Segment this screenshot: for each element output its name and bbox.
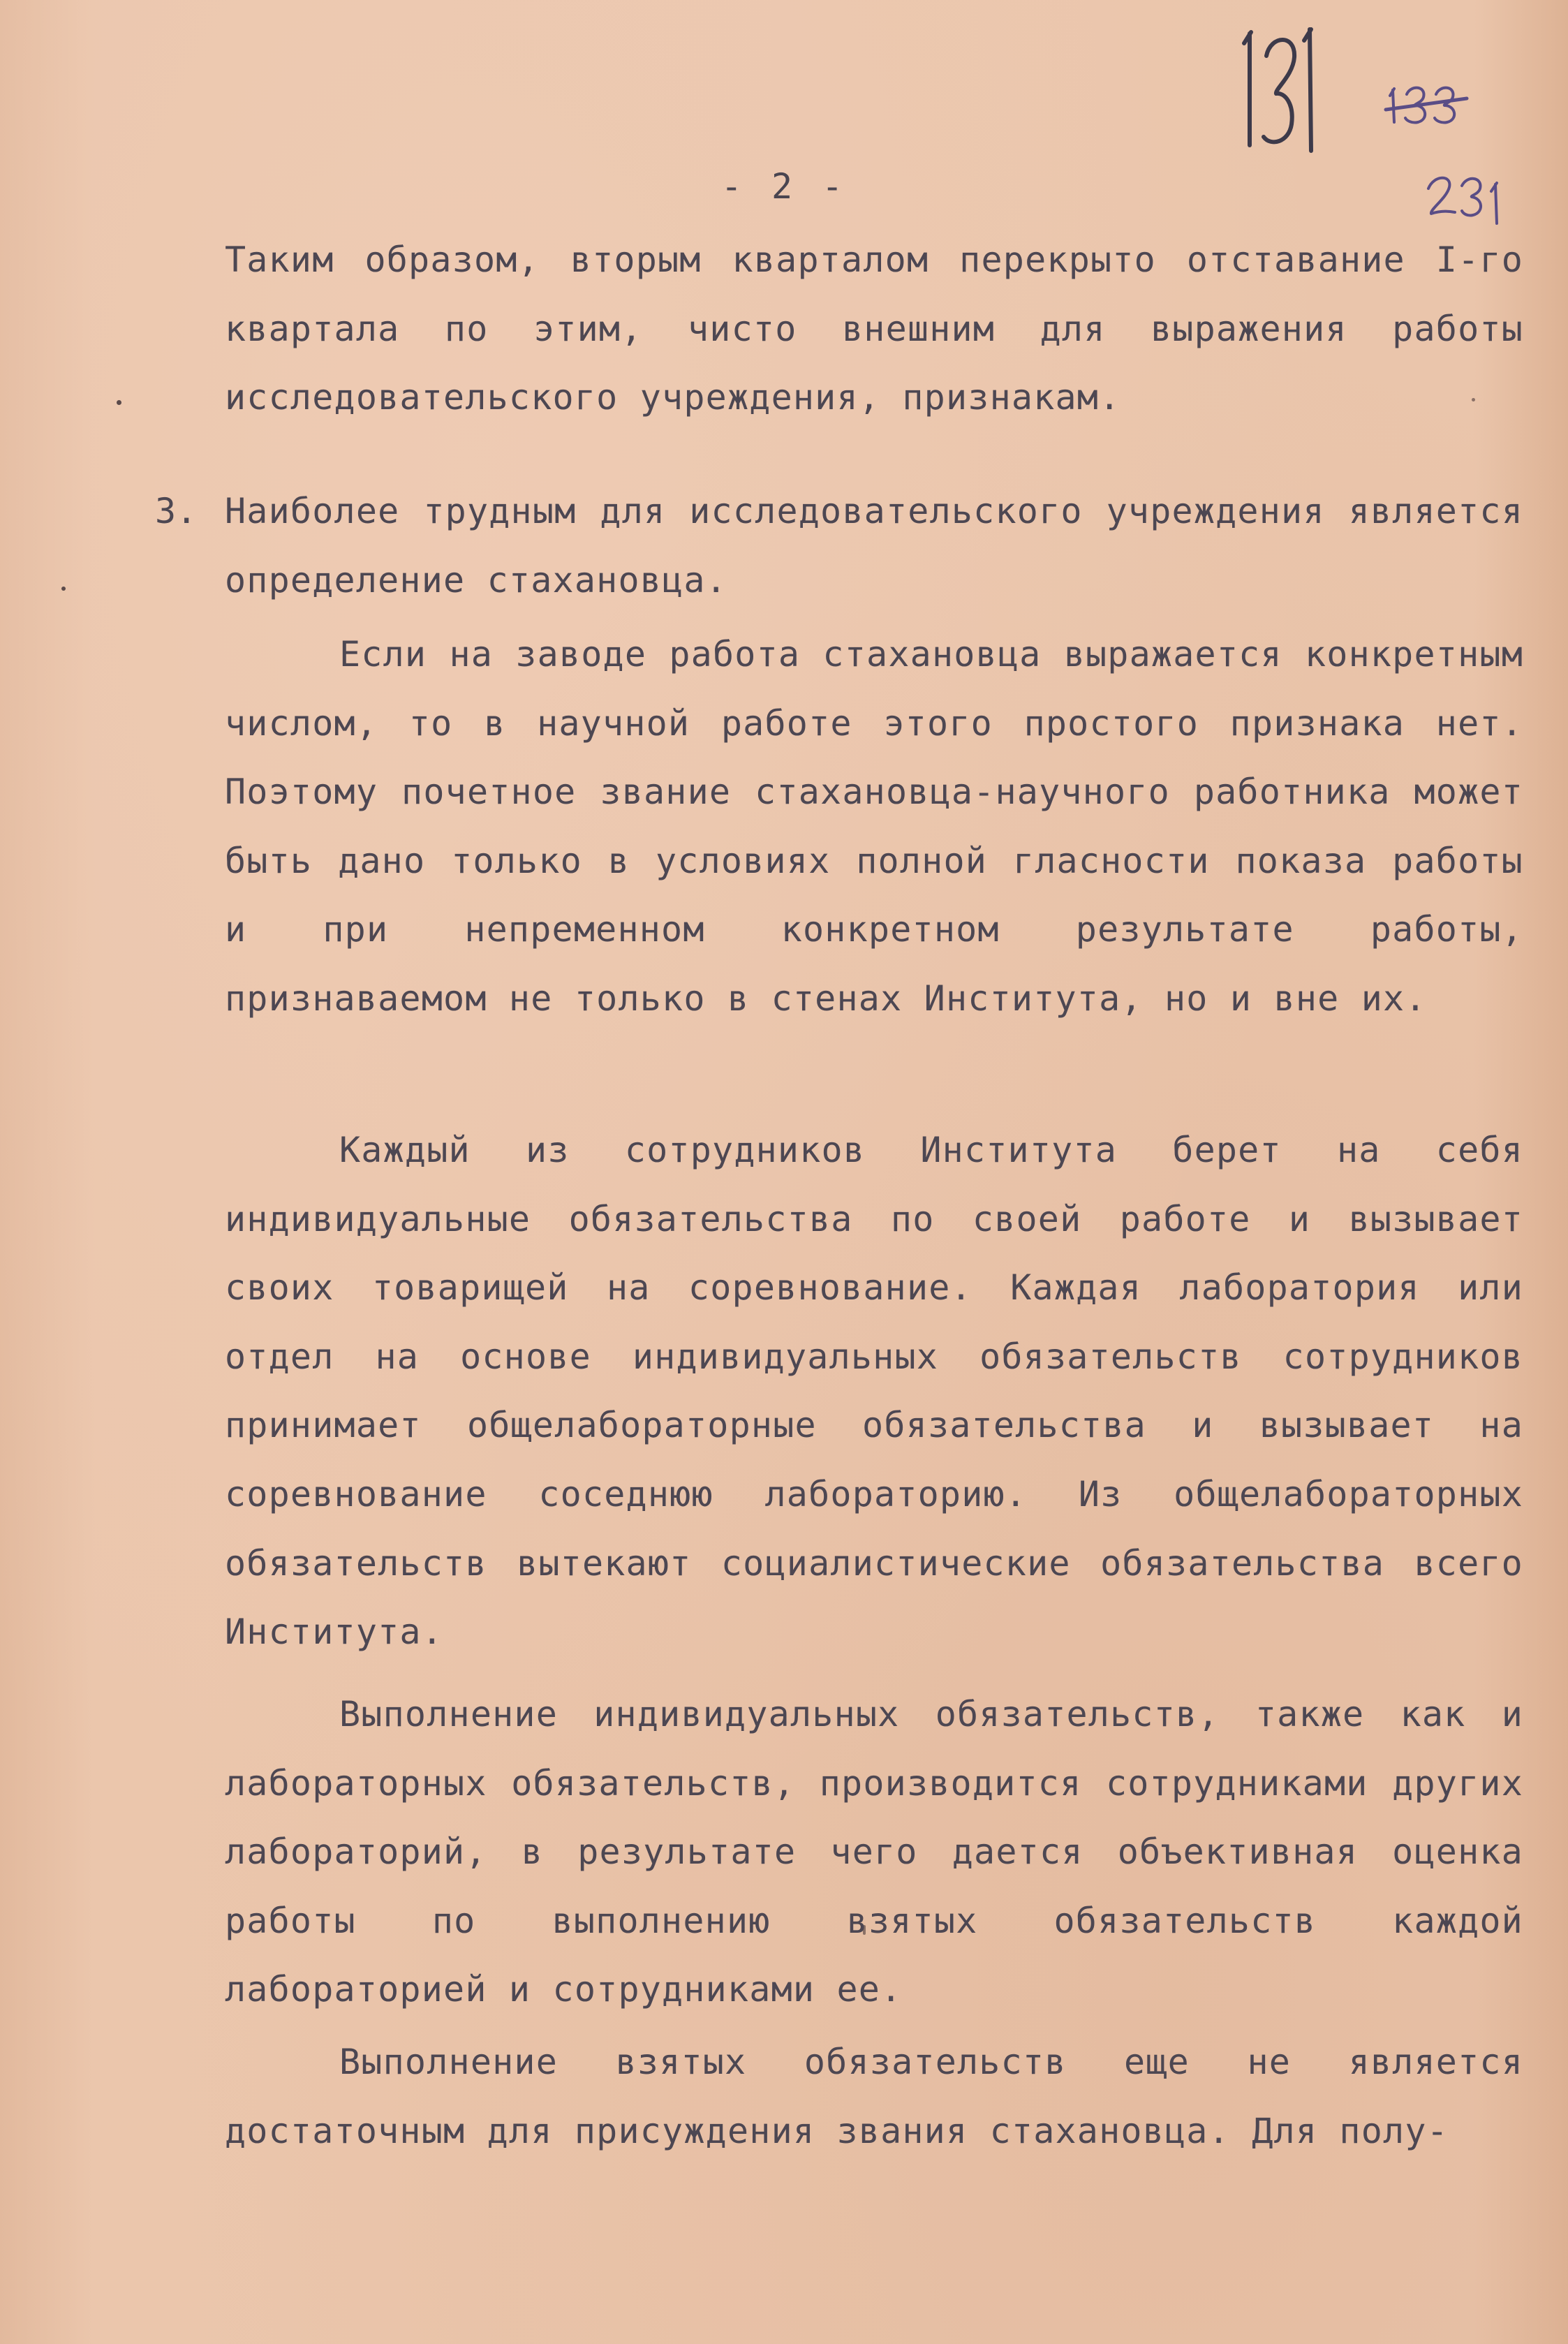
paragraph-definition: Если на заводе работа стахановца выражается конкретным числом, то в научной работе этого простого признака нет. Поэтому почетное звание стахановца-научного работника может быть дано только в условиях полной гласности показа работы и при непременном конкретном результате работы, признаваемом не только в стенах Института, но и вне их. [225,634,1523,1019]
handwritten-crossed-out-number [1386,73,1470,129]
item-number: 3. [155,491,198,531]
paragraph-obligations: Каждый из сотрудников Института берет на себя индивидуальные обязательства по своей работе и вызывает своих товарищей на соревнование. Каждая лаборатория или отдел на основе индивидуальных обязательств сотрудников принимает общелабораторные обязательства и вызывает на соревнование соседнюю лабораторию. Из общелабораторных обязательств вытекают социалистические обязательства всего Института. [225,1130,1523,1653]
paper-speck [117,400,121,405]
paragraph-item-3: Наиболее трудным для исследовательского учреждения является определение стахановца. [225,491,1523,600]
page-number: - 2 - [720,166,848,207]
paragraph-conclusion: Выполнение взятых обязательств еще не является достаточным для присуждения звания стахановца. Для полу- [225,2042,1523,2151]
paper-speck [61,587,66,591]
paragraph-continuation: Таким образом, вторым кварталом перекрыто отставание I-го квартала по этим, чисто внешним для выражения работы исследовательского учреждения, признакам. [225,239,1523,418]
paragraph-evaluation: Выполнение индивидуальных обязательств, также как и лабораторных обязательств, производится сотрудниками других лабораторий, в результате чего дается объективная оценка работы по выполнению взятых обязательств каждой лабораторией и сотрудниками ее. [225,1694,1523,2010]
handwritten-folio-number [1236,14,1326,154]
